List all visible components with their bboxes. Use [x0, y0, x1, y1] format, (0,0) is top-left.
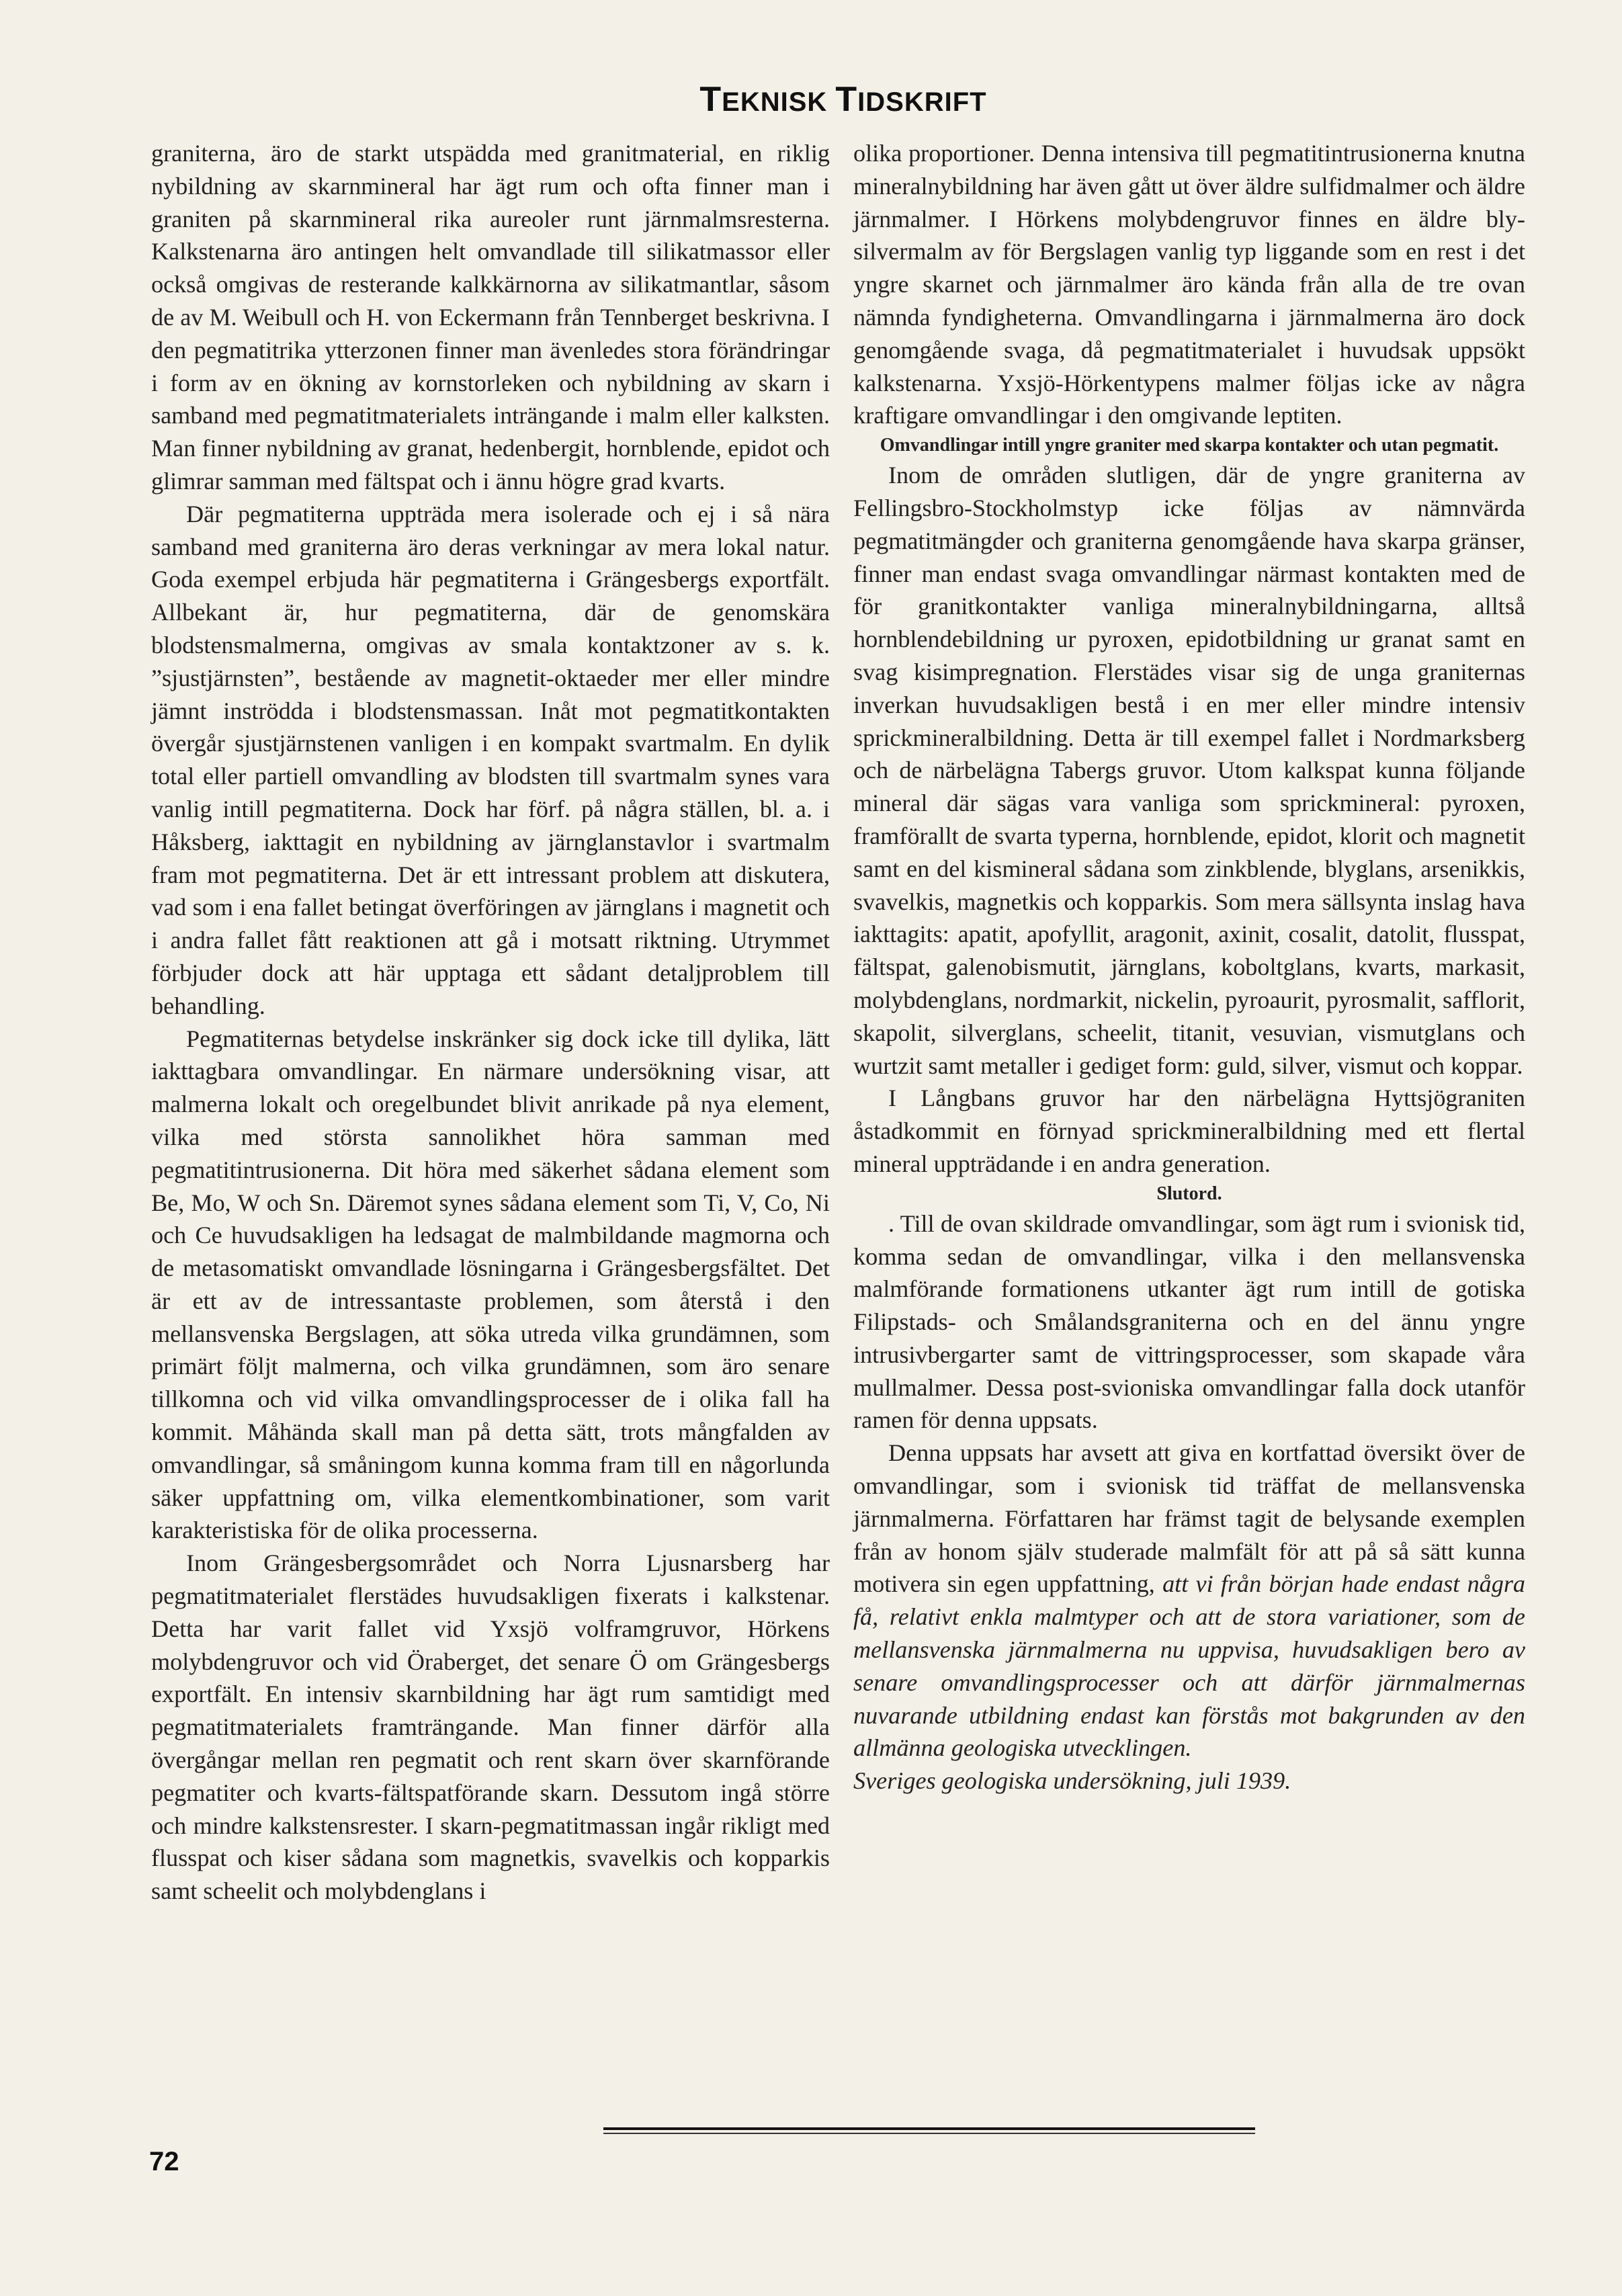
- right-paragraph-4: . Till de ovan skildrade omvandlingar, som ägt rum i svionisk tid, komma sedan de omvandlingar, vilka i den mellansvenska malmförande formationens utkanter ägt rum intill de gotiska Filipstads- och Smålandsgraniterna och en del ännu yngre intrusivbergarter samt de vittringsprocesser, som skapade våra mullmalmer. Dessa post-svioniska omvandlingar falla dock utanför ramen för denna uppsats.: [853, 1209, 1525, 1434]
- signature: Sveriges geologiska undersökning, juli 1939.: [853, 1767, 1291, 1795]
- right-column: [853, 137, 1525, 1797]
- left-paragraph-1: graniterna, äro de starkt utspädda med granitmaterial, en riklig nybildning av skarnmineral har ägt rum och ofta finner man i graniten på skarnmineral rika aureoler runt järnmalmsresterna. Kalkstenarna äro antingen helt omvandlade till silikatmassor eller också omgivas de resterande kalkkärnorna av silikatmantlar, såsom de av M. Weibull och H. von Eckermann från Tennberget beskrivna. I den pegmatitrika ytterzonen finner man ävenledes stora förändringar i form av en ökning av kornstorleken och nybildning av skarn i samband med pegmatitmaterialets inträngande i malm eller kalksten. Man finner nybildning av granat, hedenbergit, hornblende, epidot och glimrar samman med fältspat och i ännu högre grad kvarts.: [151, 140, 830, 495]
- left-paragraph-2: Där pegmatiterna uppträda mera isolerade och ej i så nära samband med graniterna äro deras verkningar av mera lokal natur. Goda exempel erbjuda här pegmatiterna i Grängesbergs exportfält. Allbekant är, hur pegmatiterna, där de genomskära blodstensmalmerna, omgivas av smala kontaktzoner av s. k. ”sjustjärnsten”, bestående av magnetit-oktaeder mer eller mindre jämnt inströdda i blodstensmassan. Inåt mot pegmatitkontakten övergår sjustjärnstenen vanligen i en kompakt svartmalm. En dylik total eller partiell omvandling av blodsten till svartmalm synes vara vanlig intill pegmatiterna. Dock har förf. på några ställen, bl. a. i Håksberg, iakttagit en nybildning av järnglanstavlor i svartmalm fram mot pegmatiterna. Det är ett intressant problem att diskutera, vad som i ena fallet betingat överföringen av järnglans i magnetit och i andra fallet fått reaktionen att gå i motsatt riktning. Utrymmet förbjuder dock att här upptaga ett sådant detaljproblem till behandling.: [151, 500, 830, 1019]
- left-column: [151, 137, 830, 1908]
- right-paragraph-intro: olika proportioner. Denna intensiva till pegmatitintrusionerna knutna mineralnybildning har även gått ut över äldre sulfidmalmer och äldre järnmalmer. I Hörkens molybdengruvor finnes en äldre bly-silvermalm av för Bergslagen vanlig typ liggande som en rest i det yngre skarnet och järnmalmer äro kända från alla de tre ovan nämnda fyndigheterna. Omvandlingarna i järnmalmerna äro dock genomgående svaga, då pegmatitmaterialet i huvudsak uppsökt kalkstenarna. Yxsjö-Hörkentypens malmer följas icke av några kraftigare omvandlingar i den omgivande leptiten.: [853, 140, 1525, 429]
- conclusion-plain-text: Denna uppsats har avsett att giva en kortfattad översikt över de omvandlingar, som i svionisk tid träffat de mellansvenska järnmalmerna. Författaren har främst tagit de belysande exemplen från av honom själv studerade malmfält för att på så sätt kunna motivera sin egen uppfattning,: [853, 1439, 1525, 1598]
- header-cap-2: T: [835, 80, 858, 119]
- journal-header: [699, 79, 988, 120]
- right-paragraph-3: I Långbans gruvor har den närbelägna Hyttsjögraniten åstadkommit en förnyad sprickmineralbildning med ett flertal mineral uppträdande i en andra generation.: [853, 1085, 1525, 1177]
- page-number: 72: [149, 2147, 179, 2176]
- header-text-2: IDSKRIFT: [857, 87, 987, 117]
- footer-rule-thin: [603, 2133, 1255, 2134]
- left-paragraph-4: Inom Grängesbergsområdet och Norra Ljusnarsberg har pegmatitmaterialet flerstädes huvudsakligen fixerats i kalkstenar. Detta har varit fallet vid Yxsjö volframgruvor, Hörkens molybdengruvor och vid Öraberget, det senare Ö om Grängesbergs exportfält. En intensiv skarnbildning har ägt rum samtidigt med pegmatitmaterialets framträngande. Man finner därför alla övergångar mellan ren pegmatit och rent skarn över skarnförande pegmatiter och kvarts-fältspatförande skarn. Dessutom ingå större och mindre kalkstensrester. I skarn-pegmatitmassan ingår rikligt med flusspat och kiser sådana som magnetkis, svavelkis och kopparkis samt scheelit och molybdenglans i: [151, 1549, 830, 1905]
- right-paragraph-2: Inom de områden slutligen, där de yngre graniterna av Fellingsbro-Stockholmstyp icke följas av nämnvärda pegmatitmängder och graniterna genomgående hava skarpa gränser, finner man endast svaga omvandlingar närmast kontakten med de för granitkontakter vanliga mineralnybildningarna, alltså hornblendebildning ur pyroxen, epidotbildning ur granat samt en svag kisimpregnation. Flerstädes visar sig de unga graniternas inverkan huvudsakligen bestå i en mer eller mindre intensiv sprickmineralbildning. Detta är till exempel fallet i Nordmarksberg och de närbelägna Tabergs gruvor. Utom kalkspat kunna följande mineral där sägas vara vanliga som sprickmineral: pyroxen, framförallt de svarta typerna, hornblende, epidot, klorit och magnetit samt en del kismineral sådana som zinkblende, blyglans, arsenikkis, svavelkis, magnetkis och kopparkis. Som mera sällsynta inslag hava iakttagits: apatit, apofyllit, aragonit, axinit, cosalit, datolit, flusspat, fältspat, galenobismutit, järnglans, koboltglans, kvarts, markasit, molybdenglans, nordmarkit, nickelin, pyroaurit, pyrosmalit, safflorit, skapolit, silverglans, scheelit, titanit, vesuvian, vismutglans och wurtzit samt metaller i gediget form: guld, silver, vismut och koppar.: [853, 462, 1525, 1079]
- header-cap-1: T: [699, 80, 722, 119]
- section-heading-slutord: Slutord.: [1156, 1183, 1222, 1204]
- left-paragraph-3: Pegmatiternas betydelse inskränker sig dock icke till dylika, lätt iakttagbara omvandlingar. En närmare undersökning visar, att malmerna lokalt och oregelbundet blivit anrikade på nya element, vilka med största sannolikhet höra samman med pegmatitintrusionerna. Dit höra med säkerhet sådana element som Be, Mo, W och Sn. Däremot synes sådana element som Ti, V, Co, Ni och Ce huvudsakligen ha ledsagat de malmbildande magmorna och de metasomatiskt omvandlade lösningarna i Grängesbergsfältet. Det är ett av de intressantaste problemen, som återstå i den mellansvenska Bergslagen, att söka utreda vilka grundämnen, som primärt följt malmerna, och vilka grundämnen, som äro senare tillkomna och vid vilka omvandlingsprocesser de i olika fall ha kommit. Måhända skall man på detta sätt, trots mångfalden av omvandlingar, så småningom kunna komma fram till en någorlunda säker uppfattning om, vilka elementkombinationer, som varit karakteristiska för de olika processerna.: [151, 1025, 830, 1544]
- conclusion-italic-text: att vi från början hade endast några få, relativt enkla malmtyper och att de stora variationer, som de mellansvenska järnmalmerna nu uppvisa, huvudsakligen bero av senare omvandlingsprocesser och att därför järnmalmernas nuvarande utbildning endast kan förstås mot bakgrunden av den allmänna geologiska utvecklingen.: [853, 1570, 1526, 1762]
- header-text-1: EKNISK: [722, 87, 836, 117]
- footer-rule-thick: [603, 2127, 1255, 2130]
- section-heading-omvandlingar: Omvandlingar intill yngre graniter med skarpa kontakter och utan pegmatit.: [880, 435, 1499, 456]
- right-paragraph-5: [853, 1437, 1525, 1764]
